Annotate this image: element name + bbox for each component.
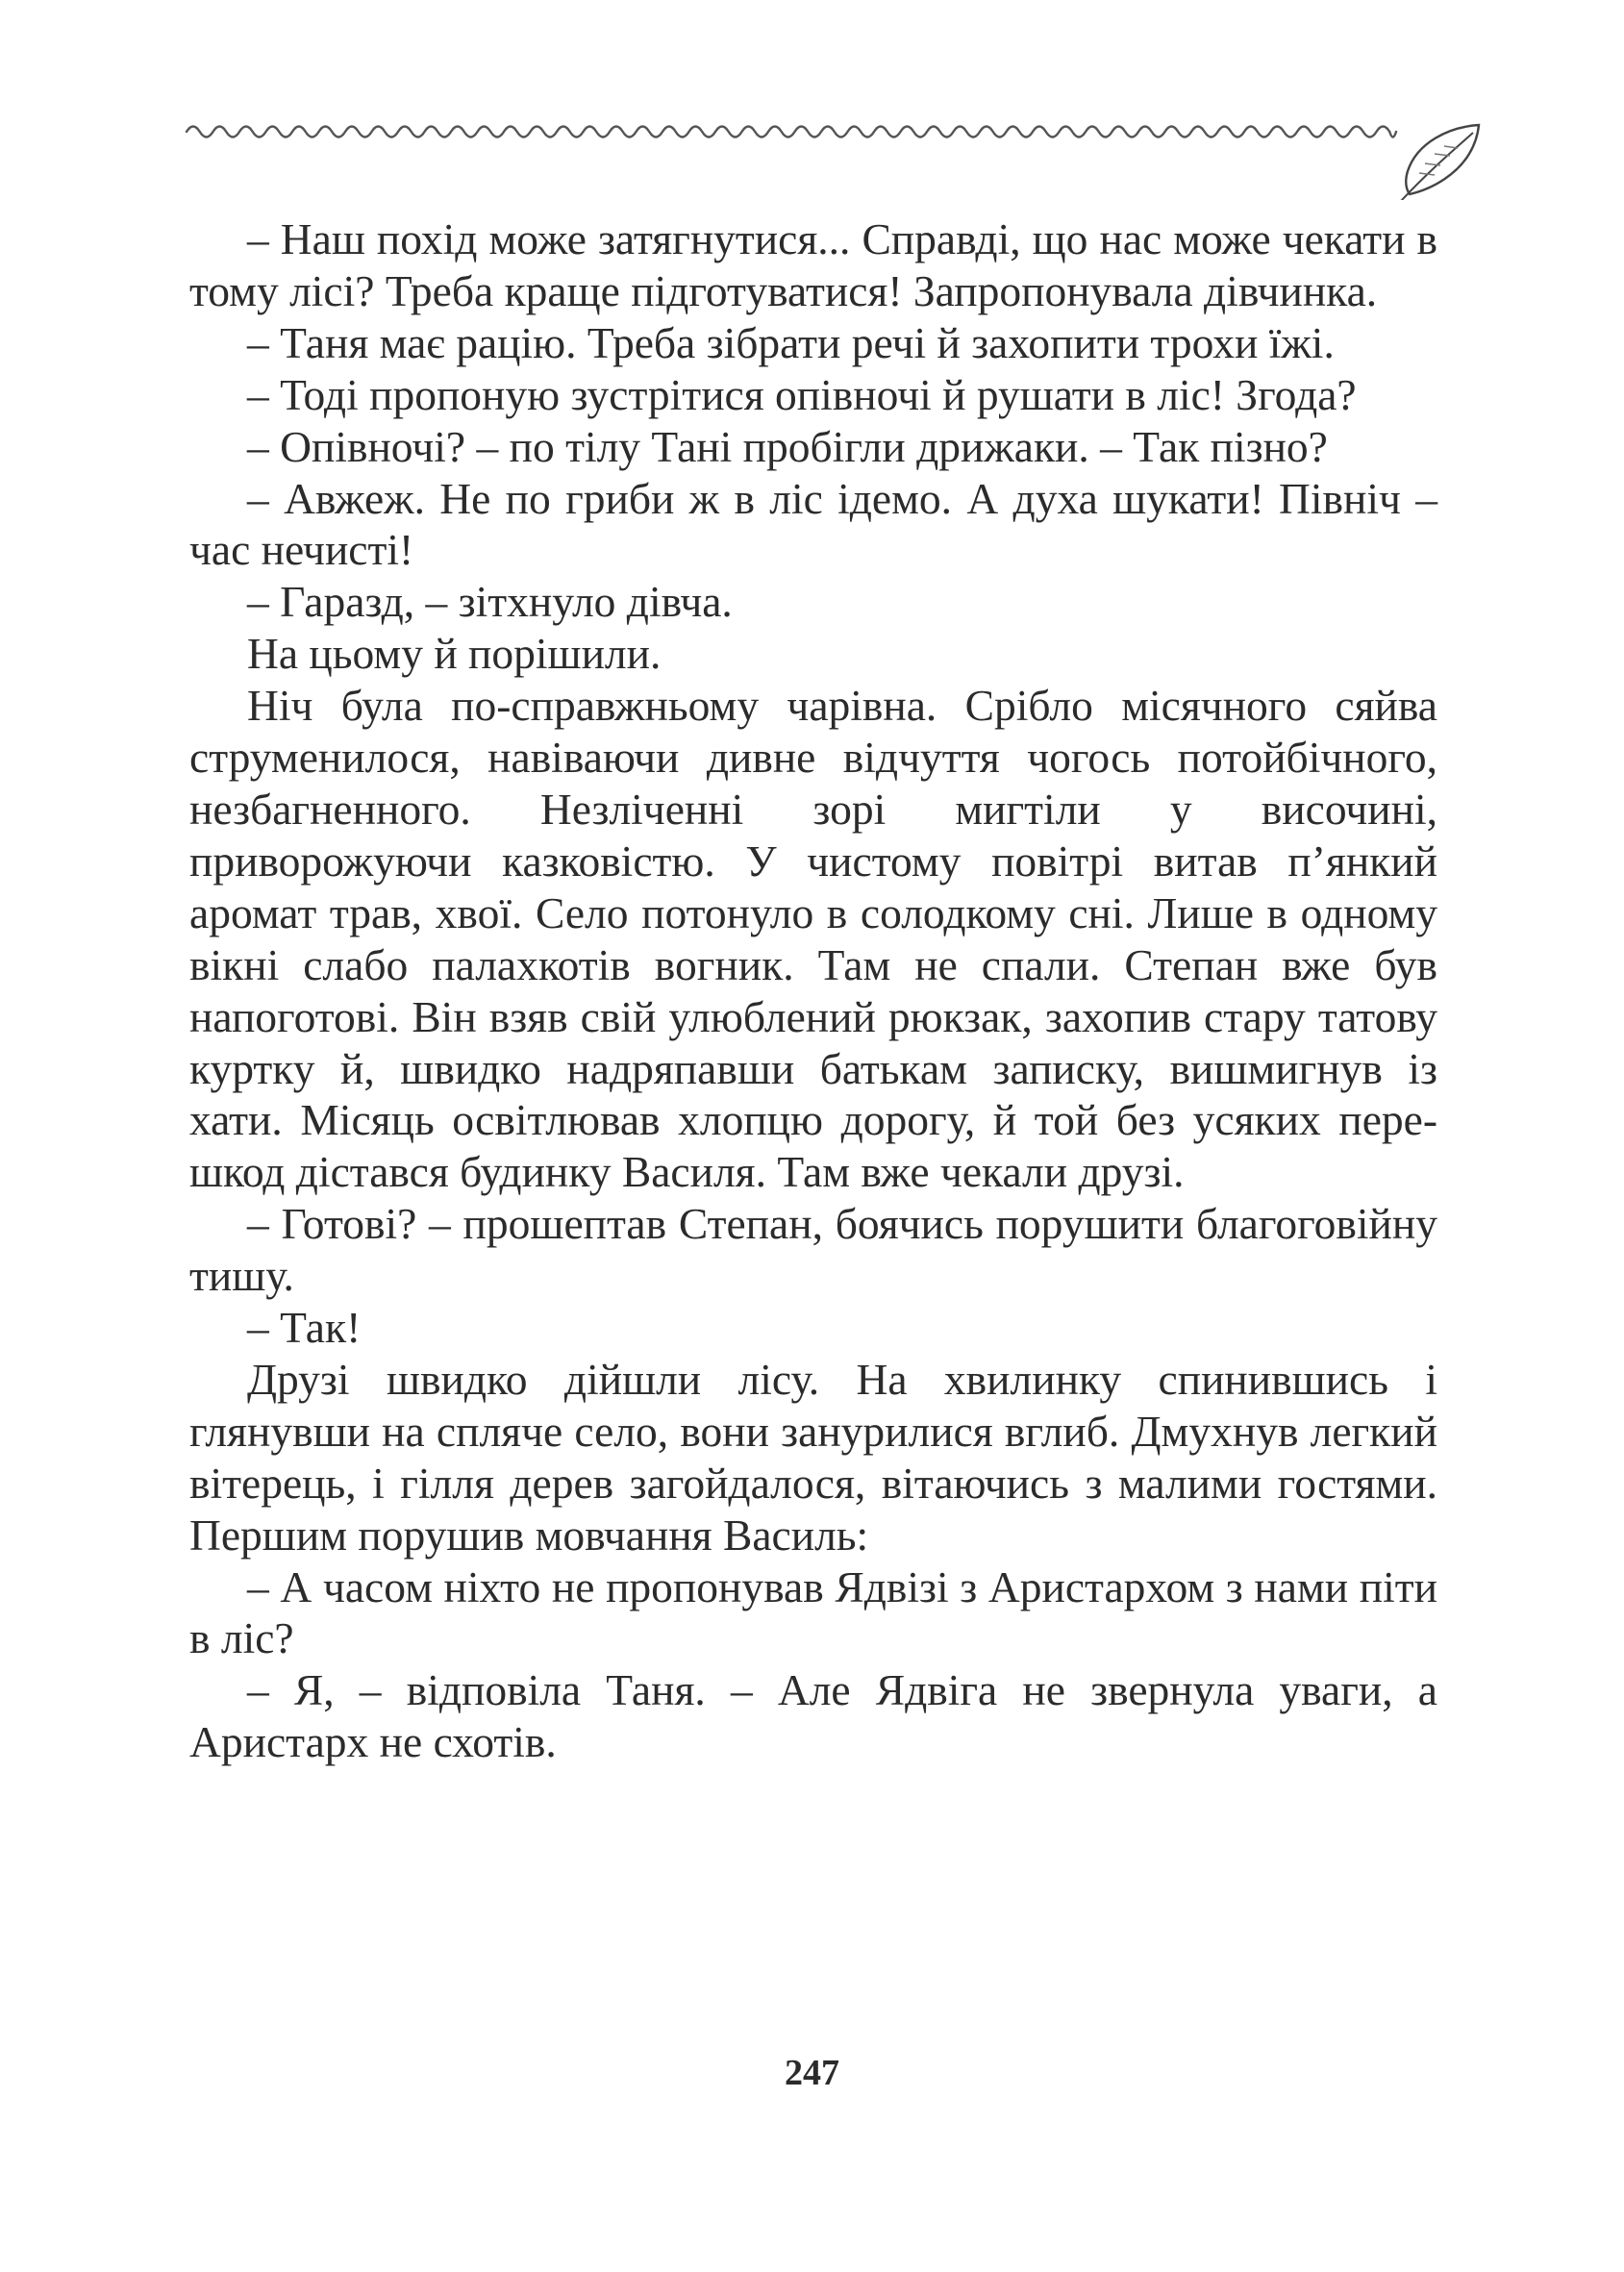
text-paragraph: – Авжеж. Не по гриби ж в ліс ідемо. А духа шукати! Північ – час нечисті! <box>189 473 1437 575</box>
quill-icon <box>1398 125 1479 200</box>
text-paragraph: На цьому й порішили. <box>247 629 662 679</box>
text-paragraph: – Опівночі? – по тілу Тані пробігли дрижаки. – Так пізно? <box>247 421 1328 471</box>
text-paragraph: – Наш похід може затягнутися... Справді, що нас може чекати в тому лісі? Треба краще підготуватися! Запропонувала дівчинка. <box>189 214 1437 315</box>
header-ornament <box>183 113 1490 200</box>
text-paragraph: – А часом ніхто не пропонував Ядвізі з Аристархом з нами піти в ліс? <box>189 1561 1437 1663</box>
text-paragraph: – Я, – відповіла Таня. – Але Ядвіга не звернула уваги, а Аристарх не схотів. <box>189 1665 1437 1767</box>
page-number: 247 <box>785 2053 839 2093</box>
text-paragraph: Ніч була по-справжньому чарівна. Срібло місячного сяйва струменилося, навіваючи дивне відчуття чогось потойбічного, незбагненного. Незліченні зорі мигтіли у височині, приворожуючи казковістю. У чистому повітрі витав п’янкий аромат трав, хвої. Село потонуло в солодкому сні. Лише в одному вікні слабо палахкотів вогник. Там не спали. Степан вже був напоготові. Він взяв свій улюблений рюкзак, захопив стару татову куртку й, швидко надряпавши батькам записку, вишмигнув із хати. Місяць освітлював хлопцю дорогу, й той без усяких перешкод дістався будинку Василя. Там вже чекали друзі. <box>189 681 1437 1197</box>
text-paragraph: – Таня має рацію. Треба зібрати речі й захопити трохи їжі. <box>247 317 1335 367</box>
text-paragraph: – Так! <box>247 1303 362 1353</box>
wave-line-icon <box>187 127 1396 137</box>
body-text <box>189 213 1437 1768</box>
text-paragraph: – Готові? – прошептав Степан, боячись порушити благоговійну тишу. <box>189 1199 1437 1301</box>
text-paragraph: – Гаразд, – зітхнуло дівча. <box>247 577 733 627</box>
text-paragraph: – Тоді пропоную зустрітися опівночі й рушати в ліс! Згода? <box>247 369 1357 419</box>
text-paragraph: Друзі швидко дійшли лісу. На хвилинку спинившись і глянувши на спляче село, вони занурилися вглиб. Дмухнув легкий вітерець, і гілля дерев загойдалося, вітаючись з малими гостями. Першим порушив мовчання Василь: <box>189 1354 1437 1560</box>
